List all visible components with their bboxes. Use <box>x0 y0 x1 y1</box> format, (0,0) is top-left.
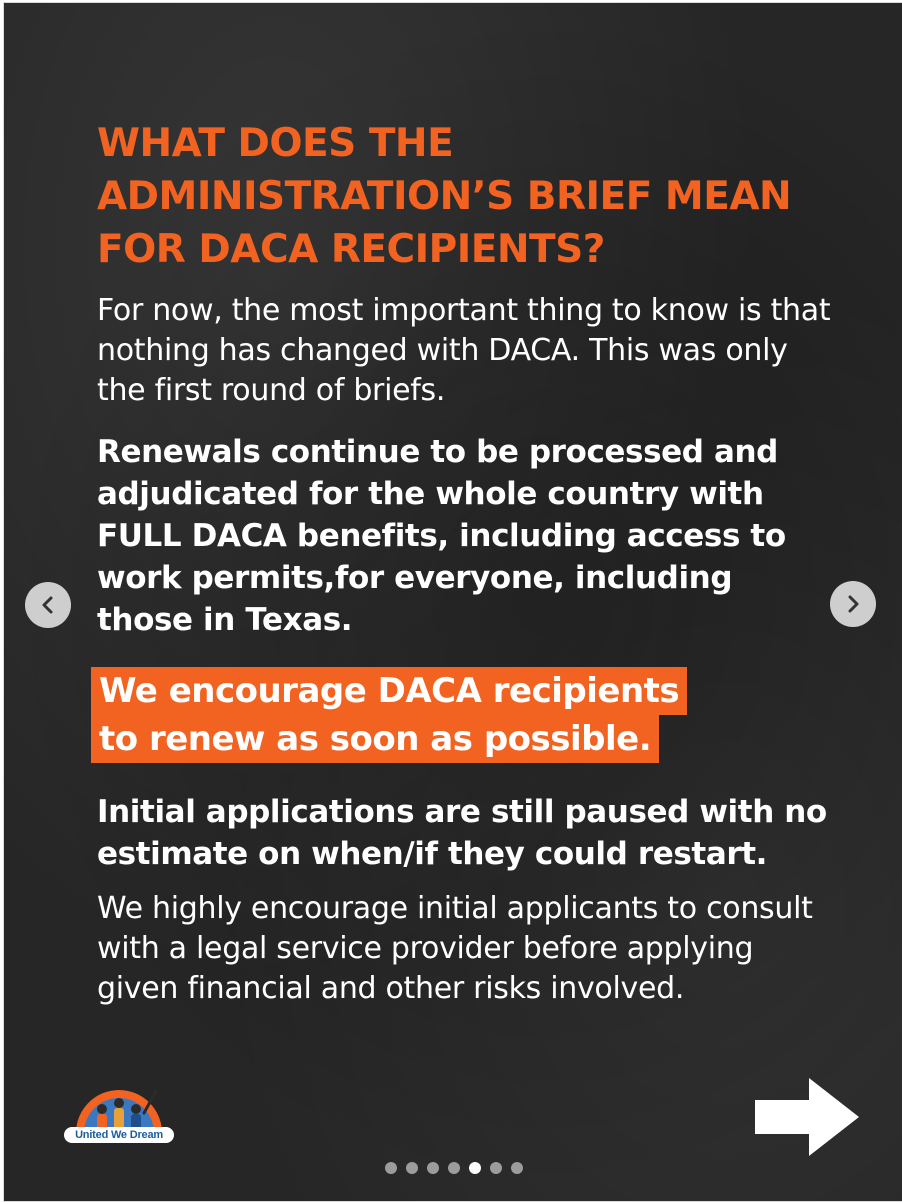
renewals-paragraph: Renewals continue to be processed and adjudicated for the whole country with FULL DACA benefits, including access to work permits,for everyone, including those in Texas. <box>97 434 786 638</box>
callout-line-1: We encourage DACA recipients <box>91 667 687 715</box>
initial-applications-paragraph: Initial applications are still paused with no estimate on when/if they could restart. <box>97 794 827 872</box>
renew-callout <box>91 667 687 763</box>
previous-slide-button[interactable] <box>25 582 71 628</box>
legal-advice-paragraph: We highly encourage initial applicants to consult with a legal service provider before applying given financial and other risks involved. <box>97 891 813 1006</box>
carousel-dot[interactable] <box>385 1162 397 1174</box>
carousel-dot[interactable] <box>427 1162 439 1174</box>
carousel-slide <box>3 2 902 1202</box>
carousel-dot[interactable] <box>406 1162 418 1174</box>
carousel-dot[interactable] <box>469 1162 481 1174</box>
callout-line-2: to renew as soon as possible. <box>91 715 659 763</box>
carousel-dot[interactable] <box>490 1162 502 1174</box>
slide-headline: WHAT DOES THE ADMINISTRATION’S BRIEF MEAN FOR DACA RECIPIENTS? <box>97 121 792 272</box>
chevron-right-icon <box>843 594 863 614</box>
next-slide-button[interactable] <box>830 581 876 627</box>
next-slide-arrow-icon[interactable] <box>753 1076 863 1158</box>
chevron-left-icon <box>38 595 58 615</box>
carousel-dot[interactable] <box>448 1162 460 1174</box>
carousel-dot[interactable] <box>511 1162 523 1174</box>
united-we-dream-logo <box>64 1085 174 1147</box>
intro-paragraph: For now, the most important thing to know is that nothing has changed with DACA. This was only the first round of briefs. <box>97 293 831 408</box>
carousel-pagination <box>4 1162 902 1174</box>
logo-text: United We Dream <box>64 1127 174 1143</box>
